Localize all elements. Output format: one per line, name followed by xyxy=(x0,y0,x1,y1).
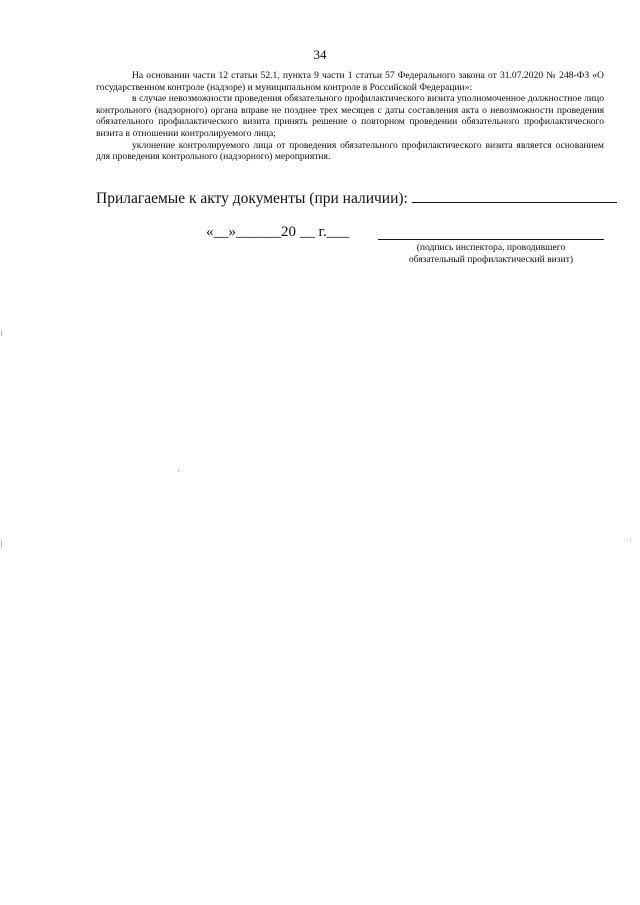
scan-speck xyxy=(630,540,631,541)
body-text xyxy=(96,70,604,163)
paragraph-evasion: уклонение контролируемого лица от проведения обязательного профилактического визита является основанием для проведения контрольного (надзорного) мероприятия. xyxy=(96,139,604,163)
signature-caption-line-1: (подпись инспектора, проводившего xyxy=(416,242,566,253)
date-field: «__»______20 __ г.___ xyxy=(206,224,350,240)
paragraph-repeat-visit: в случае невозможности проведения обязательного профилактического визита уполномоченное должностное лицо контрольного (надзорного) органа вправе не позднее трех месяцев с даты составления акта о невозможности проведения обязательного профилактического визита принять решение о повторном проведении обязательного профилактического визита в отношении контролируемого лица; xyxy=(96,93,604,139)
attachments-line xyxy=(96,188,616,208)
page-number: 34 xyxy=(313,47,327,62)
paragraph-legal-basis: На основании части 12 статьи 52.1, пункта 9 части 1 статьи 57 Федерального закона от 31.07.2020 № 248-ФЗ «О государственном контроле (надзоре) и муниципальном контроле в Российской Федерации»: xyxy=(96,70,604,93)
scan-margin-mark xyxy=(1,330,2,336)
signature-caption-line-2: обязательный профилактический визит) xyxy=(408,254,574,265)
attachments-blank-field xyxy=(412,188,617,203)
signature-line xyxy=(378,239,604,240)
attachments-label: Прилагаемые к акту документы (при наличии): xyxy=(96,190,408,207)
scan-speck xyxy=(178,470,179,471)
signature-caption xyxy=(366,242,616,266)
scan-margin-mark xyxy=(1,540,2,548)
